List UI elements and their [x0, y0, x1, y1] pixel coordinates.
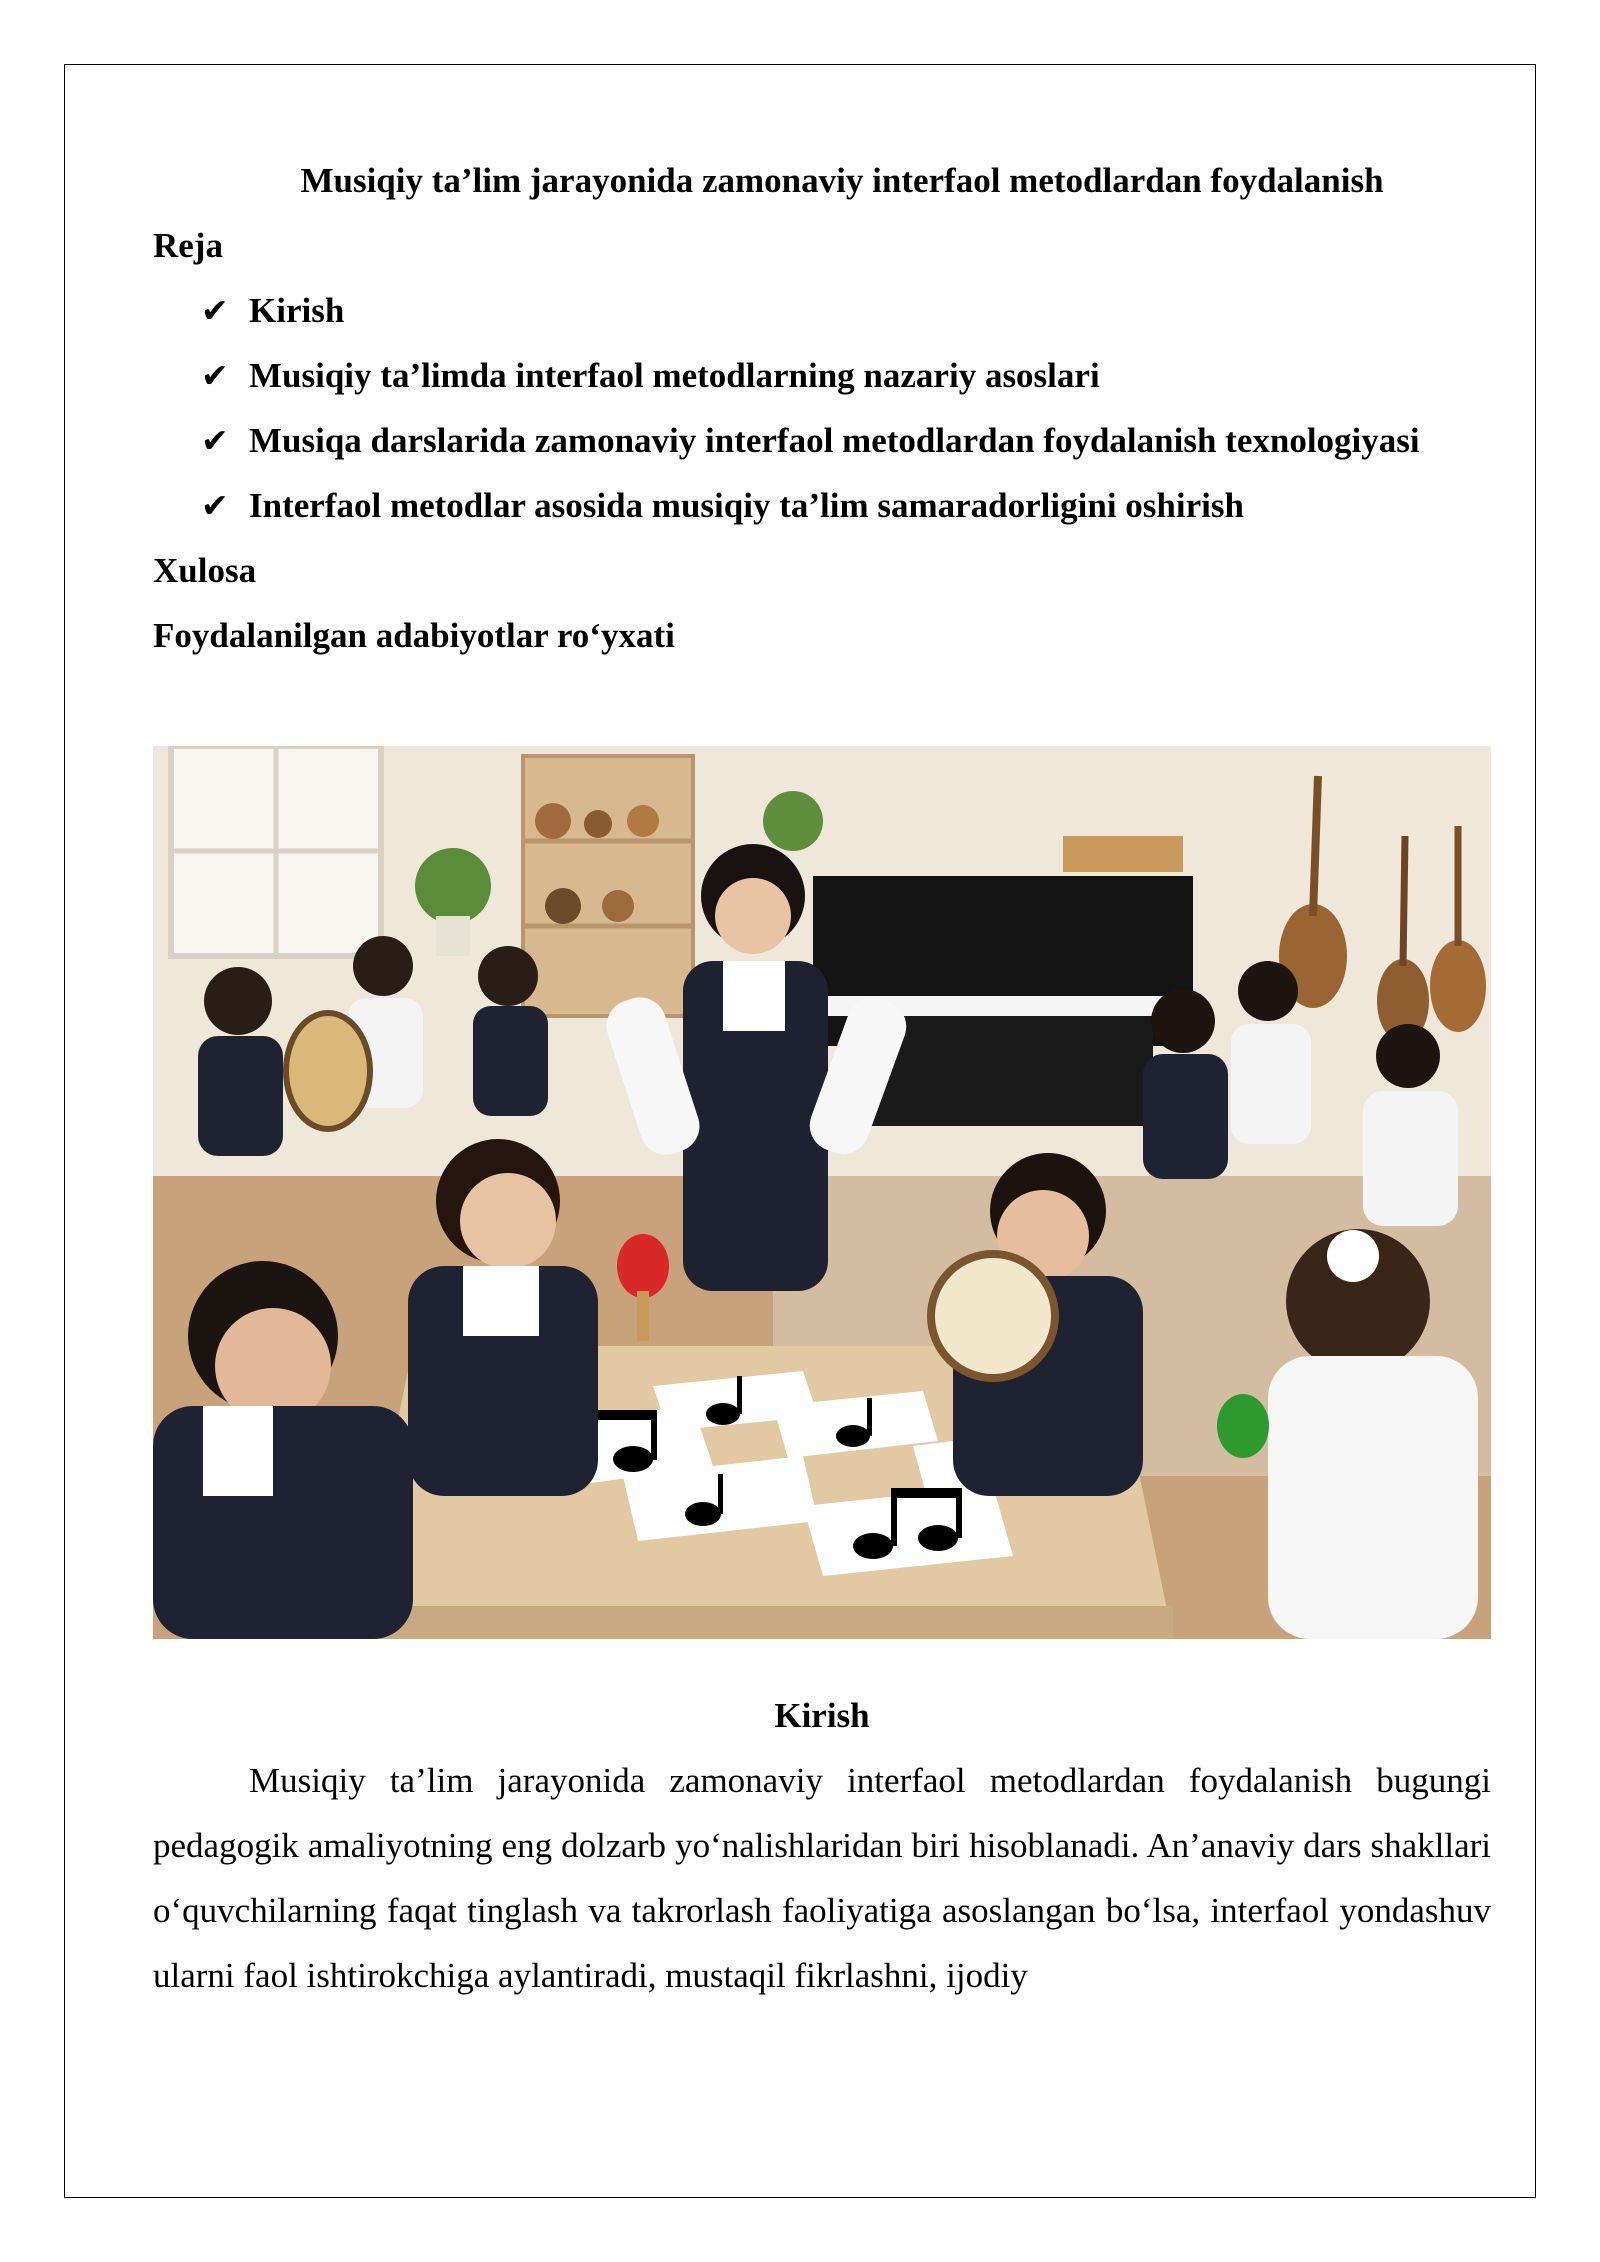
maraca-green	[1217, 1394, 1269, 1458]
plan-item	[153, 278, 1491, 343]
plan-item-label: Interfaol metodlar asosida musiqiy ta’lim samaradorligini oshirish	[249, 486, 1244, 525]
check-mark-icon: ✔	[201, 356, 229, 395]
doira-drum	[931, 1254, 1055, 1378]
classroom-photo	[153, 746, 1491, 1639]
check-mark-icon: ✔	[201, 291, 229, 330]
plan-list	[153, 278, 1491, 538]
bookshelf	[523, 756, 693, 1016]
plan-item-label: Kirish	[249, 291, 345, 330]
plan-item	[153, 473, 1491, 538]
plan-item-label: Musiqiy ta’limda interfaol metodlarning nazariy asoslari	[249, 356, 1100, 395]
conclusion-heading: Xulosa	[153, 551, 257, 590]
plan-item	[153, 408, 1491, 473]
maraca-red	[617, 1234, 669, 1298]
document-title: Musiqiy ta’lim jarayonida zamonaviy interfaol metodlardan foydalanish	[300, 161, 1384, 200]
check-mark-icon: ✔	[201, 421, 229, 460]
plan-item-label: Musiqa darslarida zamonaviy interfaol metodlardan foydalanish texnologiyasi	[249, 421, 1420, 460]
plan-heading: Reja	[153, 226, 223, 265]
references-heading: Foydalanilgan adabiyotlar ro‘yxati	[153, 616, 675, 655]
check-mark-icon: ✔	[201, 486, 229, 525]
section-heading-intro: Kirish	[774, 1696, 870, 1735]
intro-paragraph: Musiqiy ta’lim jarayonida zamonaviy interfaol metodlardan foydalanish bugungi pedagogik amaliyotning eng dolzarb yo‘nalishlaridan biri hisoblanadi. An’anaviy dars shakllari o‘quvchilarning faqat tinglash va takrorlash faoliyatiga asoslangan bo‘lsa, interfaol yondashuv ularni faol ishtirokchiga aylantiradi, mustaqil fikrlashni, ijodiy	[153, 1761, 1491, 1995]
document-body	[153, 148, 1491, 2008]
classroom-illustration	[153, 746, 1491, 1639]
plan-item	[153, 343, 1491, 408]
